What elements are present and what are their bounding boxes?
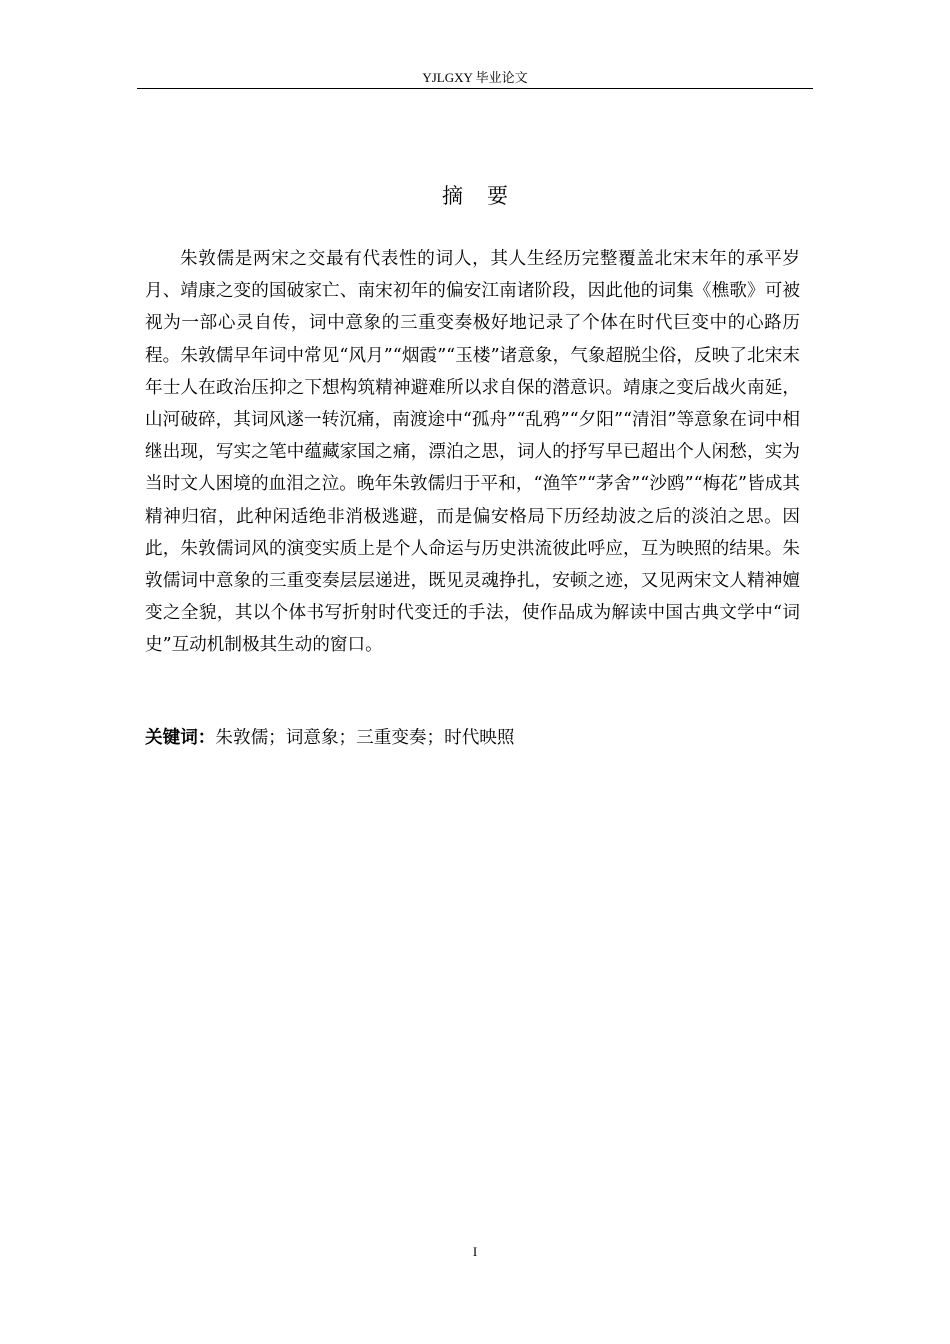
abstract-title: 摘要 — [442, 184, 532, 208]
abstract-body: 朱敦儒是两宋之交最有代表性的词人，其人生经历完整覆盖北宋末年的承平岁月、靖康之变的国破家亡、南宋初年的偏安江南诸阶段，因此他的词集《樵歌》可被视为一部心灵自传，词中意象的三重变奏极好地记录了个体在时代巨变中的心路历程。朱敦儒早年词中常见“风月”“烟霞”“玉楼”诸意象，气象超脱尘俗，反映了北宋末年士人在政治压抑之下想构筑精神避难所以求自保的潜意识。靖康之变后战火南延，山河破碎，其词风遂一转沉痛，南渡途中“孤舟”“乱鸦”“夕阳”“清泪”等意象在词中相继出现，写实之笔中蕴藏家国之痛，漂泊之思，词人的抒写早已超出个人闲愁，实为当时文人困境的血泪之泣。晚年朱敦儒归于平和，“渔竿”“茅舍”“沙鸥”“梅花”皆成其精神归宿，此种闲适绝非消极逃避，而是偏安格局下历经劫波之后的淡泊之思。因此，朱敦儒词风的演变实质上是个人命运与历史洪流彼此呼应，互为映照的结果。朱敦儒词中意象的三重变奏层层递进，既见灵魂挣扎，安顿之迹，又见两宋文人精神嬗变之全貌，其以个体书写折射时代变迁的手法，使作品成为解读中国古典文学中“词史”互动机制极其生动的窗口。 — [145, 249, 800, 656]
page-number: I — [472, 1244, 478, 1259]
running-header: YJLGXY 毕业论文 — [422, 70, 528, 85]
header-rule — [137, 88, 813, 89]
keywords-label: 关键词： — [145, 728, 216, 748]
keywords-text: 朱敦儒；词意象；三重变奏；时代映照 — [215, 728, 515, 748]
keywords — [145, 722, 800, 754]
